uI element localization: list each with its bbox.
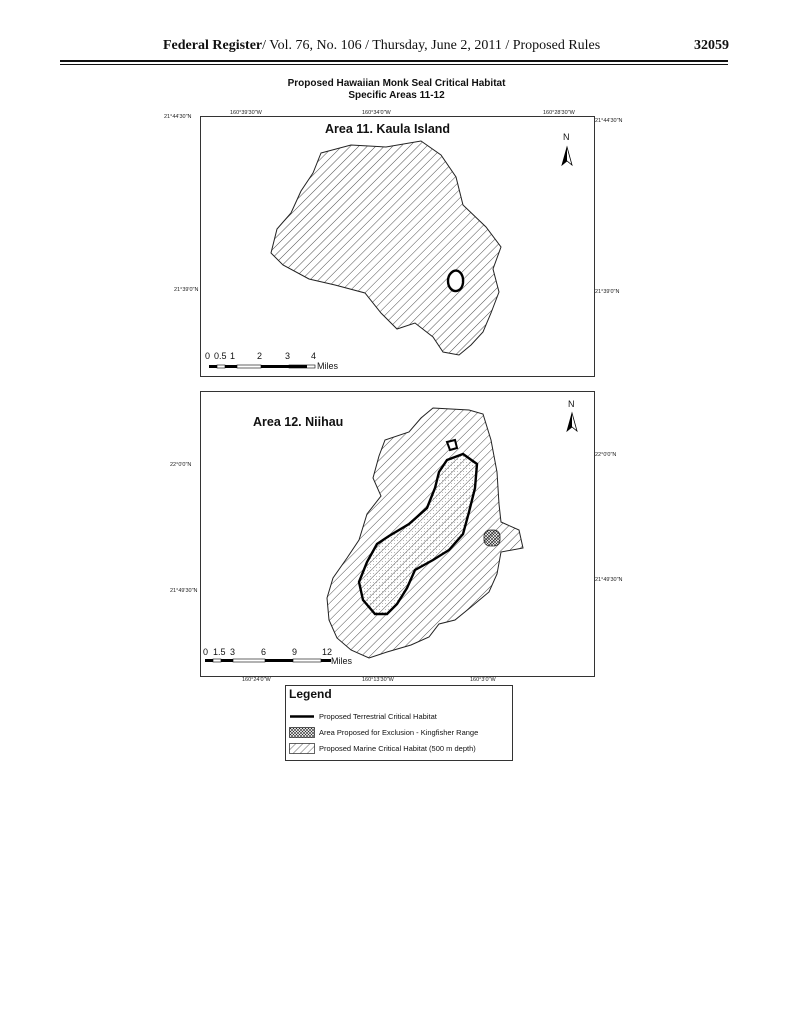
lat-tick-label: 21°44'30"N xyxy=(164,114,192,120)
map-area-11 xyxy=(200,116,595,377)
lat-tick-label: 22°0'0"N xyxy=(595,452,617,458)
lat-tick-label: 21°39'0"N xyxy=(595,289,620,295)
scale-label: 1.5 xyxy=(213,647,226,657)
lat-tick-label: 21°44'30"N xyxy=(595,118,623,124)
legend-item-marine xyxy=(289,743,476,754)
lon-tick-label: 160°39'30"W xyxy=(230,110,262,116)
lon-tick-label: 160°24'0"W xyxy=(242,677,271,683)
map-area-11-graphic xyxy=(201,117,594,376)
legend-title: Legend xyxy=(289,687,332,701)
map-title: Area 11. Kaula Island xyxy=(325,122,451,136)
map-legend xyxy=(285,685,513,761)
figure-title-line1: Proposed Hawaiian Monk Seal Critical Habitat xyxy=(287,78,506,89)
lat-tick-label: 21°49'30"N xyxy=(170,588,198,594)
figure-title xyxy=(200,78,593,102)
lon-tick-label: 160°34'0"W xyxy=(362,110,391,116)
diagonal-hatch-swatch-icon xyxy=(289,743,315,754)
map-area-12 xyxy=(200,391,595,677)
scale-unit: Miles xyxy=(331,656,353,666)
map-title: Area 12. Niihau xyxy=(253,415,344,429)
issue-info: / Vol. 76, No. 106 / Thursday, June 2, 2011 / Proposed Rules xyxy=(262,38,601,53)
exclusion-area-kingfisher xyxy=(484,530,500,546)
legend-label: Proposed Terrestrial Critical Habitat xyxy=(319,712,437,721)
header-rule-thin xyxy=(60,64,728,65)
scale-label: 12 xyxy=(322,647,333,657)
north-arrow-icon xyxy=(562,147,572,165)
terrestrial-habitat-kaula xyxy=(448,271,463,291)
scale-label: 0 xyxy=(203,647,209,657)
lat-tick-label: 22°0'0"N xyxy=(170,462,192,468)
scale-label: 4 xyxy=(311,351,317,361)
figure-title-line2: Specific Areas 11-12 xyxy=(348,90,445,101)
legend-item-terrestrial xyxy=(289,711,437,722)
scale-label: 0 xyxy=(205,351,211,361)
lat-tick-label: 21°49'30"N xyxy=(595,577,623,583)
lon-tick-label: 160°13'30"W xyxy=(362,677,394,683)
north-arrow-icon xyxy=(567,413,577,431)
lon-tick-label: 160°3'0"W xyxy=(470,677,496,683)
scale-label: 2 xyxy=(257,351,263,361)
scale-label: 6 xyxy=(261,647,267,657)
marine-habitat-area-11 xyxy=(271,141,501,355)
lon-tick-label: 160°28'30"W xyxy=(543,110,575,116)
lat-tick-label: 21°39'0"N xyxy=(174,287,199,293)
thick-line-icon xyxy=(289,711,315,722)
scale-label: 1 xyxy=(230,351,236,361)
running-header xyxy=(163,38,600,54)
page-number: 32059 xyxy=(694,38,729,53)
scale-label: 3 xyxy=(285,351,291,361)
scale-bar xyxy=(205,659,331,662)
map-area-12-graphic xyxy=(201,392,594,676)
scale-label: 9 xyxy=(292,647,298,657)
header-rule-thick xyxy=(60,60,728,62)
scale-label: 0.5 xyxy=(214,351,227,361)
legend-label: Area Proposed for Exclusion - Kingfisher Range xyxy=(319,728,479,737)
legend-label: Proposed Marine Critical Habitat (500 m depth) xyxy=(319,744,476,753)
north-label: N xyxy=(563,132,570,142)
publication-name: Federal Register xyxy=(163,38,263,53)
scale-unit: Miles xyxy=(317,361,339,371)
north-label: N xyxy=(568,399,575,409)
terrestrial-habitat-islet xyxy=(447,440,457,450)
scale-label: 3 xyxy=(230,647,236,657)
legend-item-exclusion xyxy=(289,727,478,738)
crosshatch-swatch-icon xyxy=(289,727,315,738)
